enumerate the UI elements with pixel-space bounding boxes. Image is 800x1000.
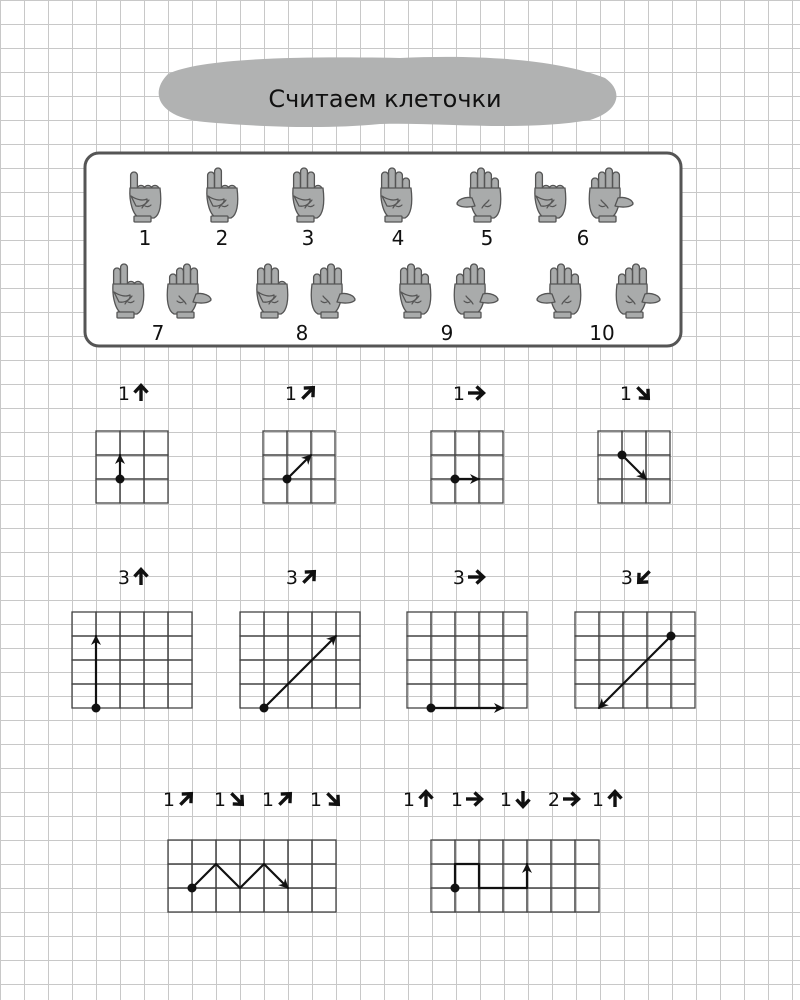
grid-cell: [503, 684, 527, 708]
grid-cell: [598, 455, 622, 479]
wrist-shape: [385, 216, 402, 222]
grid-cell: [96, 479, 120, 503]
finger-count-label-6: 6: [576, 226, 590, 250]
grid-cell: [287, 479, 311, 503]
right-arrow-icon: [466, 793, 482, 806]
exercise-grid: [240, 612, 360, 708]
grid-cell: [263, 431, 287, 455]
grid-cell: [431, 864, 455, 888]
grid-cell: [312, 840, 336, 864]
exercise-grid: [575, 612, 695, 708]
grid-cell: [455, 888, 479, 912]
wrist-shape: [177, 312, 194, 318]
grid-cell: [96, 612, 120, 636]
grid-cell: [503, 888, 527, 912]
grid-cell: [288, 612, 312, 636]
grid-cell: [622, 479, 646, 503]
grid-cell: [312, 660, 336, 684]
exercise-layer: [72, 383, 695, 713]
grid-cell: [264, 888, 288, 912]
up-arrow-icon: [135, 386, 148, 402]
grid-cell: [503, 660, 527, 684]
grid-cell: [312, 888, 336, 912]
finger-count-label-2: 2: [215, 226, 229, 250]
step-count: 1: [284, 383, 297, 405]
grid-cell: [312, 864, 336, 888]
exercise-8: [575, 567, 695, 708]
instruction-label: [286, 567, 319, 589]
grid-cell: [575, 612, 599, 636]
start-point: [451, 475, 460, 484]
finger-count-label-5: 5: [480, 226, 494, 250]
grid-cell: [479, 660, 503, 684]
grid-cell: [311, 479, 335, 503]
grid-cell: [264, 660, 288, 684]
up-right-arrow-icon: [298, 383, 318, 403]
grid-cell: [431, 479, 455, 503]
grid-cell: [407, 684, 431, 708]
grid-cell: [96, 684, 120, 708]
exercise-2: [263, 383, 335, 503]
start-point: [188, 884, 197, 893]
sequence-exercise-2: [403, 789, 622, 912]
grid-cell: [240, 684, 264, 708]
sequence-layer: [163, 789, 622, 912]
sequence-step-2: [214, 789, 247, 811]
grid-cell: [455, 612, 479, 636]
grid-cell: [455, 479, 479, 503]
grid-cell: [527, 864, 551, 888]
instruction-label: [621, 567, 654, 589]
exercise-4: [598, 383, 670, 503]
grid-cell: [120, 431, 144, 455]
exercise-3: [431, 383, 503, 503]
grid-cell: [96, 660, 120, 684]
grid-cell: [144, 684, 168, 708]
grid-cell: [551, 840, 575, 864]
grid-cell: [598, 479, 622, 503]
step-count: 3: [285, 567, 298, 589]
grid-cell: [479, 636, 503, 660]
finger-count-label-7: 7: [151, 321, 165, 345]
exercise-1: [96, 383, 168, 503]
up-right-arrow-icon: [176, 789, 196, 809]
right-arrow-icon: [468, 571, 484, 584]
wrist-shape: [404, 312, 421, 318]
sequence-step-4: [548, 789, 579, 811]
grid-cell: [431, 660, 455, 684]
grid-cell: [407, 660, 431, 684]
grid-cell: [527, 840, 551, 864]
step-count: 2: [547, 789, 560, 811]
grid-cell: [599, 660, 623, 684]
grid-cell: [647, 660, 671, 684]
grid-cell: [336, 636, 360, 660]
grid-cell: [646, 455, 670, 479]
grid-cell: [503, 636, 527, 660]
finger-count-label-3: 3: [301, 226, 315, 250]
grid-cell: [503, 864, 527, 888]
grid-cell: [671, 636, 695, 660]
grid-cell: [479, 888, 503, 912]
step-count: 1: [309, 789, 322, 811]
grid-cell: [599, 636, 623, 660]
up-right-arrow-icon: [275, 789, 295, 809]
instruction-label: [620, 383, 653, 405]
start-point: [618, 451, 627, 460]
grid-cell: [575, 660, 599, 684]
grid-cell: [575, 636, 599, 660]
grid-cell: [551, 864, 575, 888]
start-point: [283, 475, 292, 484]
grid-cell: [311, 455, 335, 479]
grid-cell: [240, 612, 264, 636]
grid-cell: [647, 612, 671, 636]
grid-cell: [431, 455, 455, 479]
grid-cell: [623, 612, 647, 636]
answer-arrow: [264, 636, 336, 708]
up-arrow-icon: [135, 570, 148, 586]
grid-cell: [336, 684, 360, 708]
grid-cell: [72, 636, 96, 660]
grid-cell: [623, 636, 647, 660]
start-point: [92, 704, 101, 713]
grid-cell: [671, 660, 695, 684]
grid-cell: [312, 684, 336, 708]
grid-cell: [72, 684, 96, 708]
right-arrow-icon: [468, 387, 484, 400]
grid-cell: [479, 612, 503, 636]
grid-cell: [455, 660, 479, 684]
instruction-label: [118, 567, 148, 589]
grid-cell: [168, 612, 192, 636]
finger-count-label-9: 9: [440, 321, 454, 345]
grid-cell: [503, 840, 527, 864]
grid-cell: [168, 684, 192, 708]
grid-cell: [144, 636, 168, 660]
grid-cell: [144, 431, 168, 455]
grid-cell: [575, 864, 599, 888]
step-count: 1: [450, 789, 463, 811]
grid-cell: [479, 431, 503, 455]
exercise-grid: [96, 431, 168, 503]
grid-cell: [168, 888, 192, 912]
grid-cell: [598, 431, 622, 455]
exercise-5: [72, 567, 192, 713]
start-point: [667, 632, 676, 641]
step-count: 3: [452, 567, 465, 589]
finger-count-panel: [85, 153, 681, 346]
grid-cell: [144, 660, 168, 684]
grid-cell: [646, 431, 670, 455]
finger-count-label-1: 1: [138, 226, 152, 250]
up-arrow-icon: [609, 792, 622, 808]
down-right-arrow-icon: [227, 789, 247, 809]
start-point: [451, 884, 460, 893]
grid-cell: [216, 888, 240, 912]
wrist-shape: [554, 312, 571, 318]
grid-cell: [551, 888, 575, 912]
grid-cell: [120, 612, 144, 636]
up-arrow-icon: [420, 792, 433, 808]
grid-cell: [120, 455, 144, 479]
sequence-step-3: [500, 789, 530, 811]
grid-cell: [288, 636, 312, 660]
grid-cell: [264, 840, 288, 864]
wrist-shape: [626, 312, 643, 318]
exercise-grid: [72, 612, 192, 708]
grid-cell: [216, 840, 240, 864]
exercise-6: [240, 567, 360, 713]
exercise-grid: [431, 431, 503, 503]
grid-cell: [599, 612, 623, 636]
grid-cell: [263, 455, 287, 479]
grid-cell: [503, 612, 527, 636]
grid-cell: [647, 684, 671, 708]
grid-cell: [479, 684, 503, 708]
sequence-grid: [431, 840, 599, 912]
step-count: 1: [619, 383, 632, 405]
grid-cell: [407, 612, 431, 636]
title-banner: [159, 57, 617, 127]
grid-cell: [479, 864, 503, 888]
grid-cell: [646, 479, 670, 503]
grid-cell: [431, 840, 455, 864]
wrist-shape: [539, 216, 556, 222]
grid-cell: [144, 455, 168, 479]
grid-cell: [264, 636, 288, 660]
wrist-shape: [134, 216, 151, 222]
start-point: [260, 704, 269, 713]
grid-cell: [96, 455, 120, 479]
answer-arrow: [599, 636, 671, 708]
grid-cell: [240, 660, 264, 684]
down-arrow-icon: [517, 791, 530, 807]
grid-cell: [479, 455, 503, 479]
step-count: 1: [117, 383, 130, 405]
down-right-arrow-icon: [633, 383, 653, 403]
grid-cell: [479, 840, 503, 864]
grid-cell: [479, 479, 503, 503]
wrist-shape: [211, 216, 228, 222]
wrist-shape: [117, 312, 134, 318]
grid-cell: [407, 636, 431, 660]
wrist-shape: [261, 312, 278, 318]
grid-cell: [527, 888, 551, 912]
sequence-exercise-1: [163, 789, 343, 912]
instruction-label: [118, 383, 148, 405]
exercise-grid: [407, 612, 527, 708]
grid-cell: [623, 684, 647, 708]
grid-cell: [431, 888, 455, 912]
wrist-shape: [599, 216, 616, 222]
page-title: Считаем клеточки: [268, 85, 502, 113]
wrist-shape: [321, 312, 338, 318]
grid-cell: [431, 431, 455, 455]
instruction-label: [285, 383, 318, 405]
start-point: [427, 704, 436, 713]
grid-cell: [455, 840, 479, 864]
grid-cell: [575, 684, 599, 708]
grid-cell: [431, 684, 455, 708]
grid-cell: [622, 431, 646, 455]
finger-count-label-10: 10: [589, 321, 615, 345]
grid-cell: [671, 684, 695, 708]
grid-cell: [431, 612, 455, 636]
down-left-arrow-icon: [634, 567, 654, 587]
wrist-shape: [474, 216, 491, 222]
grid-cell: [168, 660, 192, 684]
grid-cell: [192, 840, 216, 864]
sequence-step-3: [262, 789, 295, 811]
step-count: 1: [162, 789, 175, 811]
sequence-step-1: [403, 789, 433, 811]
grid-cell: [455, 864, 479, 888]
finger-count-label-8: 8: [295, 321, 309, 345]
instruction-label: [453, 567, 484, 589]
grid-cell: [288, 864, 312, 888]
grid-cell: [288, 888, 312, 912]
sequence-step-2: [451, 789, 482, 811]
step-count: 1: [213, 789, 226, 811]
step-count: 1: [591, 789, 604, 811]
grid-cell: [575, 888, 599, 912]
sequence-step-4: [310, 789, 343, 811]
finger-count-label-4: 4: [391, 226, 405, 250]
grid-cell: [72, 612, 96, 636]
sequence-step-1: [163, 789, 196, 811]
answer-arrow: [287, 455, 311, 479]
grid-cell: [264, 612, 288, 636]
grid-cell: [240, 888, 264, 912]
grid-cell: [455, 636, 479, 660]
grid-cell: [120, 684, 144, 708]
up-right-arrow-icon: [299, 567, 319, 587]
step-count: 3: [117, 567, 130, 589]
grid-cell: [431, 636, 455, 660]
grid-cell: [192, 888, 216, 912]
grid-cell: [120, 660, 144, 684]
grid-cell: [240, 840, 264, 864]
instruction-label: [453, 383, 484, 405]
grid-cell: [263, 479, 287, 503]
step-count: 1: [452, 383, 465, 405]
grid-cell: [168, 840, 192, 864]
answer-path: [455, 864, 527, 888]
grid-cell: [455, 431, 479, 455]
grid-cell: [120, 636, 144, 660]
wrist-shape: [297, 216, 314, 222]
grid-cell: [287, 431, 311, 455]
grid-cell: [455, 455, 479, 479]
down-right-arrow-icon: [323, 789, 343, 809]
grid-cell: [96, 431, 120, 455]
grid-cell: [575, 840, 599, 864]
answer-arrow: [622, 455, 646, 479]
grid-cell: [96, 636, 120, 660]
grid-cell: [288, 840, 312, 864]
step-count: 1: [261, 789, 274, 811]
grid-cell: [72, 660, 96, 684]
wrist-shape: [464, 312, 481, 318]
grid-cell: [240, 636, 264, 660]
grid-cell: [312, 612, 336, 636]
grid-cell: [311, 431, 335, 455]
grid-cell: [168, 636, 192, 660]
step-count: 1: [402, 789, 415, 811]
sequence-step-5: [592, 789, 622, 811]
grid-cell: [144, 612, 168, 636]
grid-cell: [288, 684, 312, 708]
grid-cell: [671, 612, 695, 636]
grid-cell: [336, 660, 360, 684]
step-count: 1: [499, 789, 512, 811]
grid-cell: [455, 684, 479, 708]
grid-cell: [168, 864, 192, 888]
right-arrow-icon: [563, 793, 579, 806]
grid-cell: [144, 479, 168, 503]
exercise-7: [407, 567, 527, 713]
start-point: [116, 475, 125, 484]
step-count: 3: [620, 567, 633, 589]
grid-cell: [120, 479, 144, 503]
grid-cell: [336, 612, 360, 636]
